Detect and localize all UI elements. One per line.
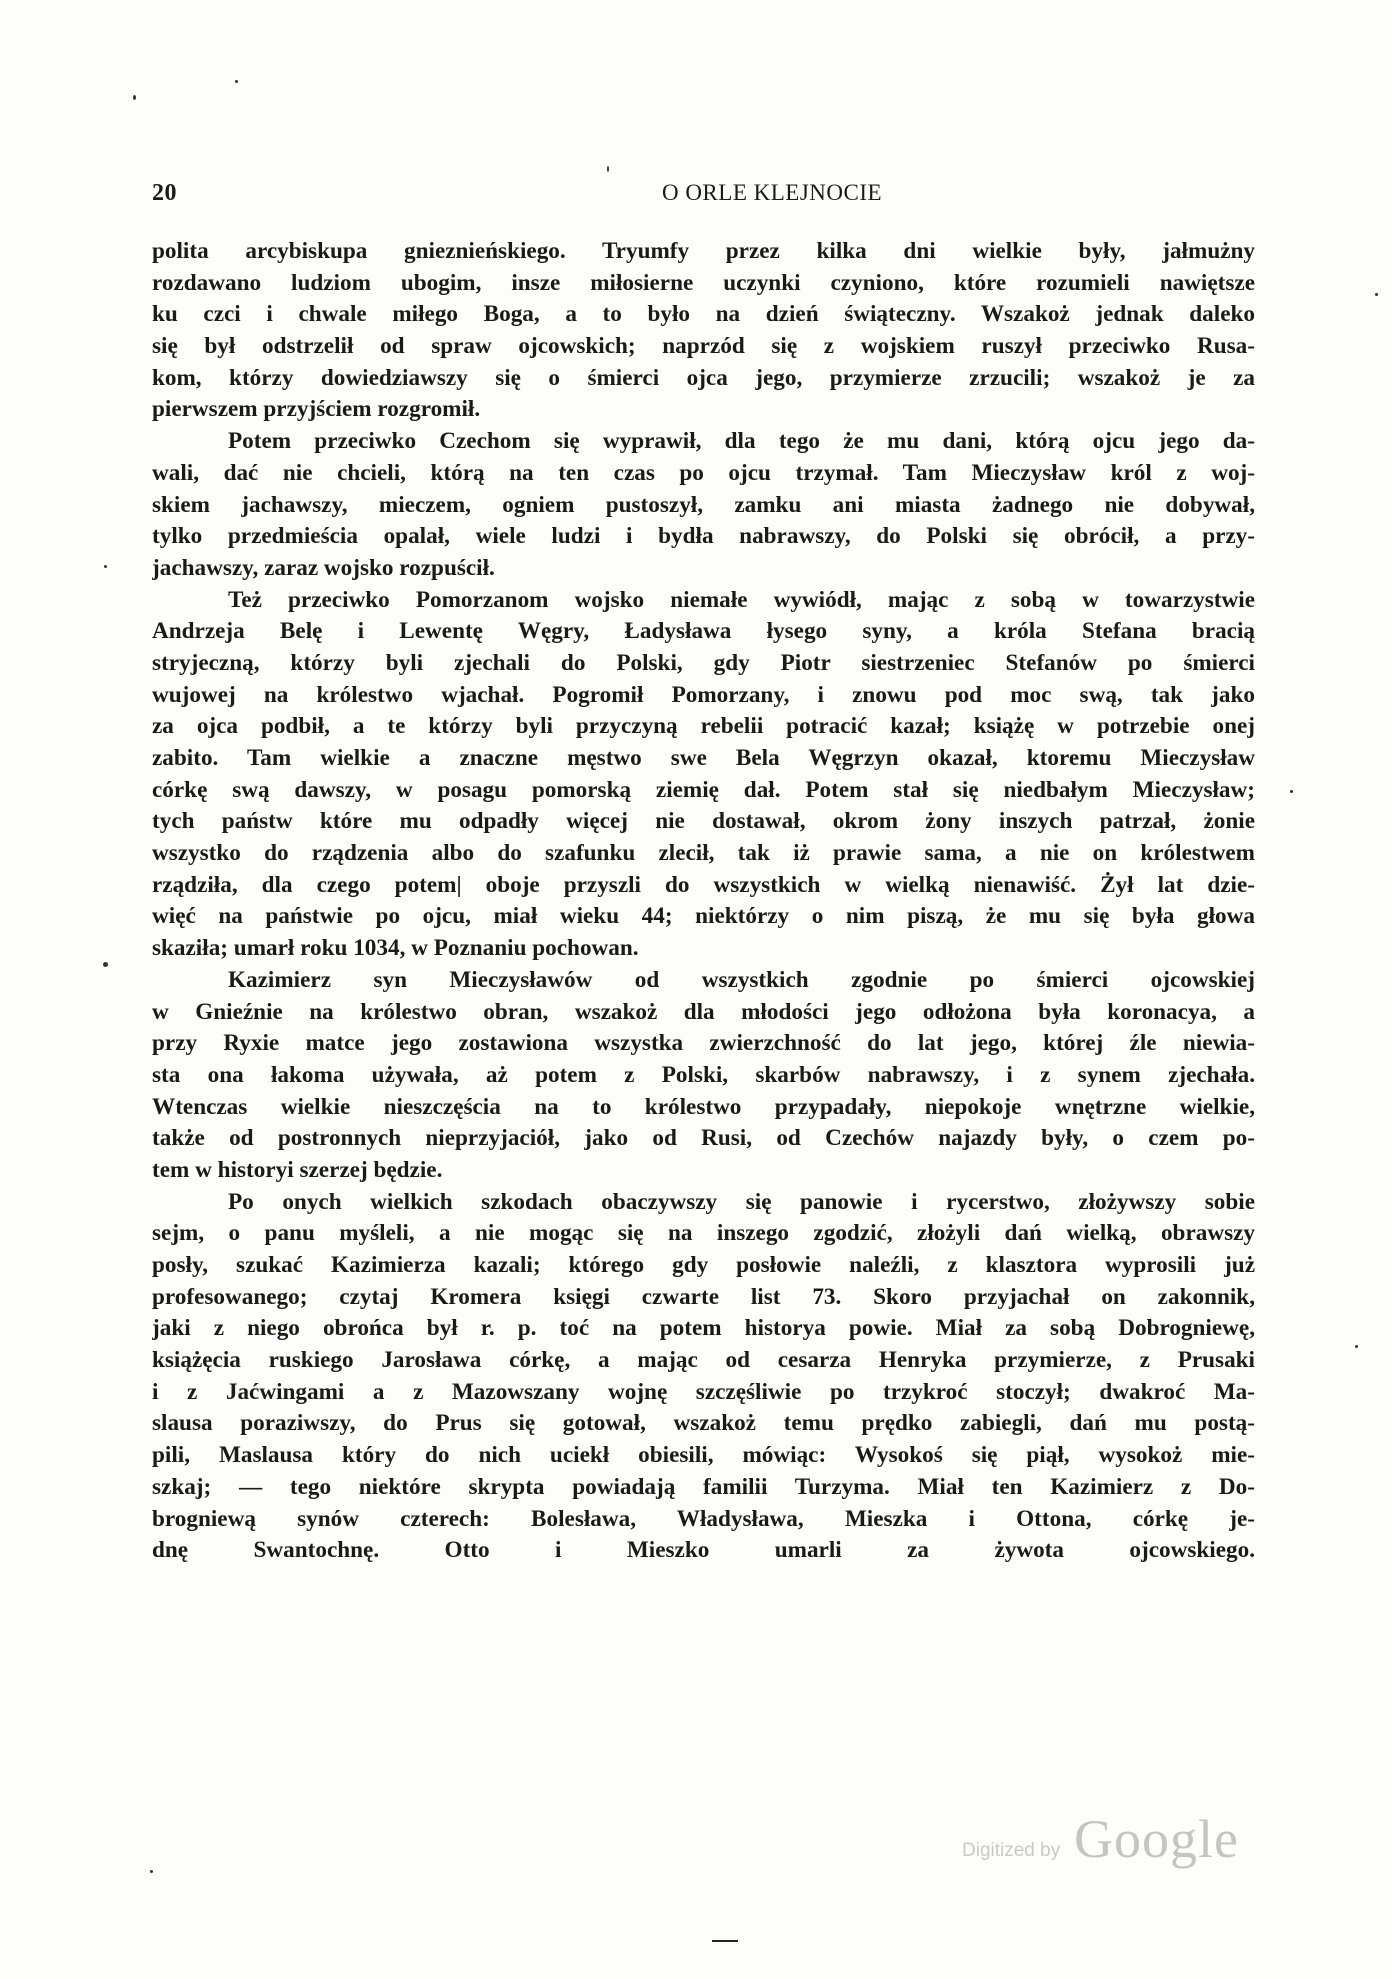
text-line: skiem jachawszy, mieczem, ogniem pustoszył, zamku ani miasta żadnego nie dobywał, xyxy=(152,491,1255,518)
text-line: wali, dać nie chcieli, którą na ten czas po ojcu trzymał. Tam Mieczysław król z woj- xyxy=(152,459,1255,486)
watermark-small-text: Digitized by xyxy=(962,1840,1061,1861)
scan-mark xyxy=(712,1940,738,1942)
text-line: wszystko do rządzenia albo do szafunku zlecił, tak iż prawie sama, a nie on królestwem xyxy=(152,840,1255,867)
running-title: O ORLE KLEJNOCIE xyxy=(661,180,883,205)
body-text xyxy=(152,236,1255,1567)
text-line: Też przeciwko Pomorzanom wojsko niemałe wywiódł, mając z sobą w towarzystwie xyxy=(228,586,1255,613)
text-line: pili, Maslausa który do nich uciekł obiesili, mówiąc: Wysokoś się piął, wysokoż mie- xyxy=(152,1442,1255,1469)
scan-speck xyxy=(103,962,108,967)
text-line: się był odstrzelił od spraw ojcowskich; naprzód się z wojskiem ruszył przeciwko Rusa- xyxy=(152,333,1255,360)
scan-speck xyxy=(1290,790,1293,793)
text-line: tem w historyi szerzej będzie. xyxy=(152,1156,443,1183)
text-line: dnę Swantochnę. Otto i Mieszko umarli za żywota ojcowskiego. xyxy=(152,1537,1255,1564)
scan-speck xyxy=(1355,1345,1358,1348)
text-line: Andrzeja Belę i Lewentę Węgry, Ładysława łysego syny, a króla Stefana bracią xyxy=(152,618,1255,645)
text-line: więć na państwie po ojcu, miał wieku 44; niektórzy o nim piszą, że mu się była głowa xyxy=(152,903,1255,930)
text-line: za ojca podbił, a te którzy byli przyczyną rebelii potracić kazał; książę w potrzebie onej xyxy=(152,713,1255,740)
text-line: ku czci i chwale miłego Boga, a to było na dzień świąteczny. Wszakoż jednak daleko xyxy=(152,301,1255,328)
scan-speck xyxy=(1375,293,1378,296)
text-line: w Gnieźnie na królestwo obran, wszakoż dla młodości jego odłożona była koronacya, a xyxy=(152,998,1255,1025)
text-line: posły, szukać Kazimierza kazali; którego gdy posłowie naleźli, z klasztora wyprosili już xyxy=(152,1252,1255,1278)
scan-speck xyxy=(150,1870,153,1873)
text-line: córkę swą dawszy, w posagu pomorską ziemię dał. Potem stał się niedbałym Mieczysław; xyxy=(152,776,1255,803)
scan-speck xyxy=(133,95,136,100)
text-line: Kazimierz syn Mieczysławów od wszystkich zgodnie po śmierci ojcowskiej xyxy=(228,966,1255,993)
text-line: skaziła; umarł roku 1034, w Poznaniu pochowan. xyxy=(152,935,639,962)
scan-speck xyxy=(607,166,609,172)
text-line: profesowanego; czytaj Kromera księgi czwarte list 73. Skoro przyjachał on zakonnik, xyxy=(152,1283,1255,1310)
text-line: książęcia ruskiego Jarosława córkę, a mając od cesarza Henryka przymierze, z Prusaki xyxy=(152,1347,1255,1374)
text-line: brogniewą synów czterech: Bolesława, Władysława, Mieszka i Ottona, córkę je- xyxy=(152,1505,1255,1532)
text-line: Po onych wielkich szkodach obaczywszy się panowie i rycerstwo, złożywszy sobie xyxy=(228,1188,1255,1215)
text-line: tylko przedmieścia opalał, wiele ludzi i bydła nabrawszy, do Polski się obrócił, a przy- xyxy=(152,523,1255,550)
text-line: rządziła, dla czego potem| oboje przyszli do wszystkich w wielką nienawiść. Żył lat dzie- xyxy=(152,871,1255,898)
text-line: Wtenczas wielkie nieszczęścia na to królestwo przypadały, niepokoje wnętrzne wielkie, xyxy=(152,1093,1255,1120)
text-line: przy Ryxie matce jego zostawiona wszystka zwierzchność do lat jego, której źle niewia- xyxy=(152,1030,1255,1057)
page-header xyxy=(152,180,1252,210)
google-logo: Google xyxy=(1074,1809,1239,1869)
scan-speck xyxy=(104,565,107,568)
text-line: pierwszem przyjściem rozgromił. xyxy=(152,396,481,423)
text-line: sejm, o panu myśleli, a nie mogąc się na inszego zgodzić, złożyli dań wielką, obrawszy xyxy=(152,1220,1255,1247)
text-line: zabito. Tam wielkie a znaczne męstwo swe Bela Węgrzyn okazał, ktoremu Mieczysław xyxy=(152,745,1255,771)
text-line: także od postronnych nieprzyjaciół, jako od Rusi, od Czechów najazdy były, o czem po- xyxy=(152,1125,1255,1152)
digitized-by-google-watermark xyxy=(962,1810,1242,1870)
text-line: jachawszy, zaraz wojsko rozpuścił. xyxy=(152,554,495,581)
page-number: 20 xyxy=(152,180,177,206)
text-line: kom, którzy dowiedziawszy się o śmierci ojca jego, przymierze zrzucili; wszakoż je za xyxy=(152,364,1255,391)
text-line: jaki z niego obrońca był r. p. toć na potem historya powie. Miał za sobą Dobrogniewę, xyxy=(152,1315,1255,1342)
text-line: Potem przeciwko Czechom się wyprawił, dla tego że mu dani, którą ojcu jego da- xyxy=(228,428,1255,455)
text-line: tych państw które mu odpadły więcej nie dostawał, okrom żony inszych patrzał, żonie xyxy=(152,808,1255,835)
text-line: i z Jaćwingami a z Mazowszany wojnę szczęśliwie po trzykroć stoczył; dwakroć Ma- xyxy=(152,1378,1255,1405)
text-line: rozdawano ludziom ubogim, insze miłosierne uczynki czyniono, które rozumieli nawiętsze xyxy=(152,269,1255,296)
text-line: sta ona łakoma używała, aż potem z Polski, skarbów nabrawszy, i z synem zjechała. xyxy=(152,1061,1255,1088)
scan-speck xyxy=(235,80,238,83)
text-line: polita arcybiskupa gnieznieńskiego. Tryumfy przez kilka dni wielkie były, jałmużny xyxy=(152,238,1255,264)
text-line: stryjeczną, którzy byli zjechali do Polski, gdy Piotr siestrzeniec Stefanów po śmierci xyxy=(152,649,1255,676)
text-line: slausa poraziwszy, do Prus się gotował, wszakoż temu prędko zabiegli, dań mu postą- xyxy=(152,1410,1255,1437)
text-line: wujowej na królestwo wjachał. Pogromił Pomorzany, i znowu pod moc swą, tak jako xyxy=(152,681,1255,708)
text-line: szkaj; — tego niektóre skrypta powiadają familii Turzyma. Miał ten Kazimierz z Do- xyxy=(152,1473,1255,1500)
